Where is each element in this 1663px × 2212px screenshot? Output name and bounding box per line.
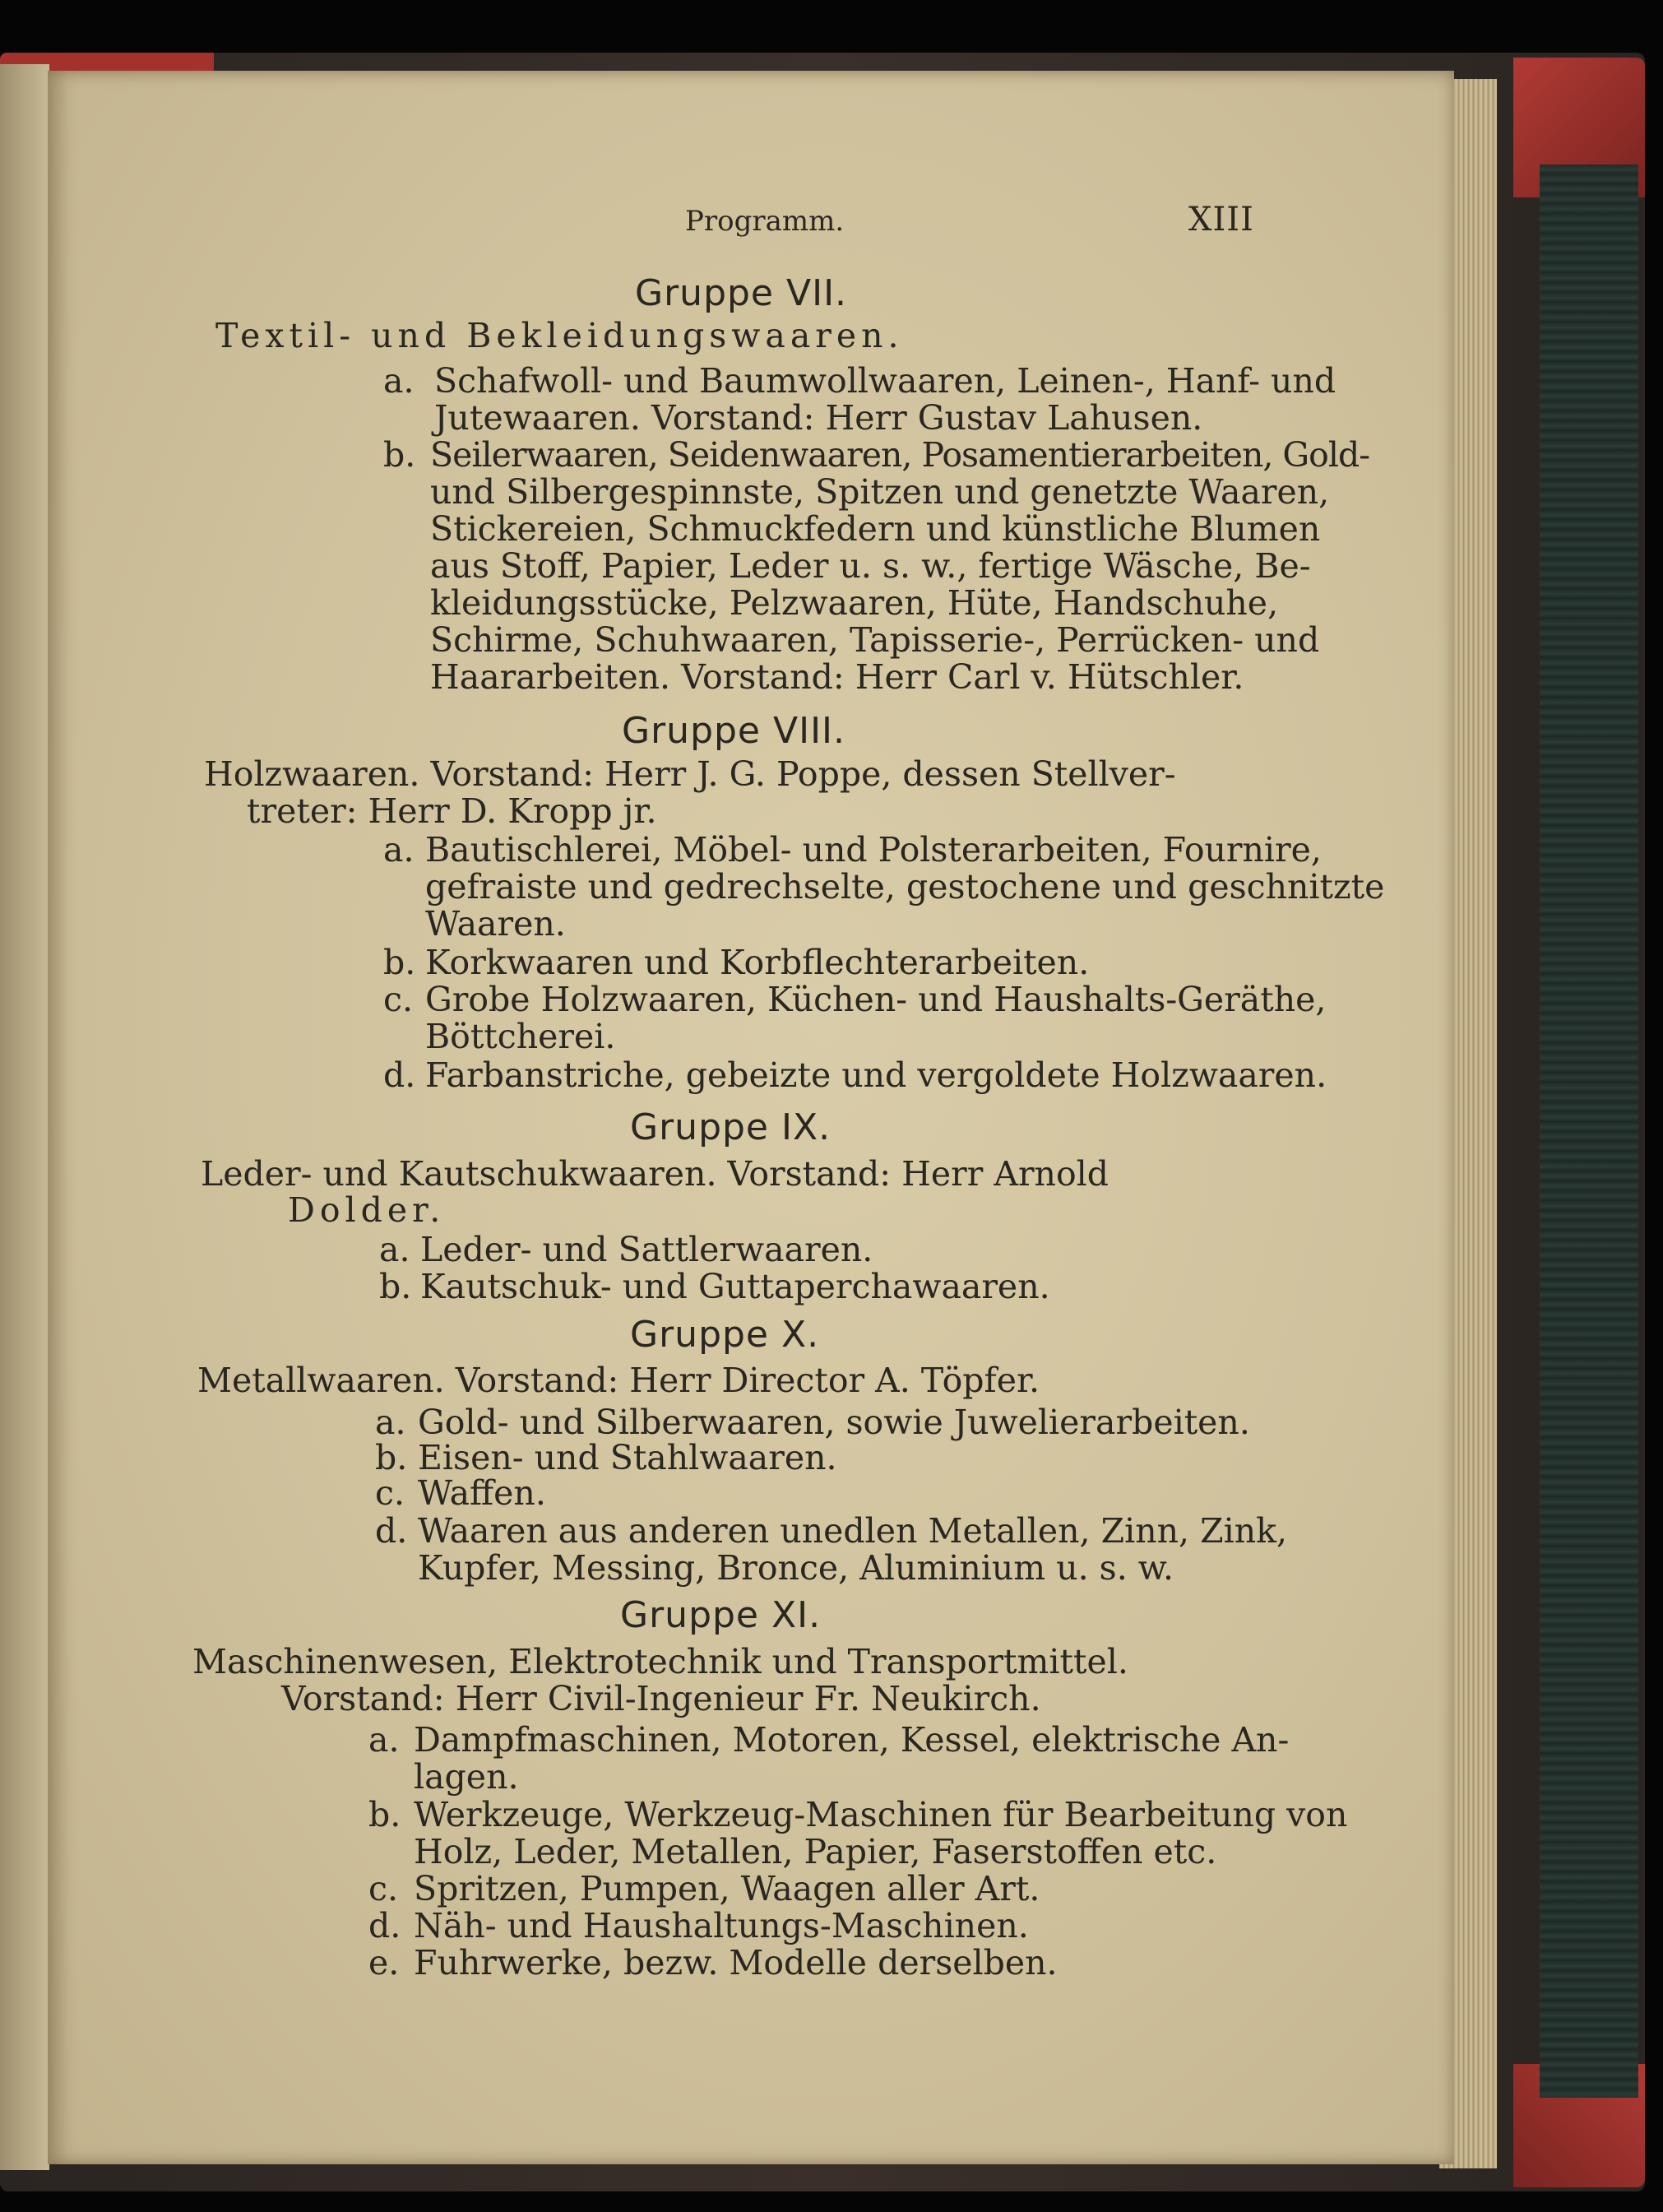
item-label: b. bbox=[375, 1438, 408, 1477]
item-line: und Silbergespinnste, Spitzen und genetzte Waaren, bbox=[430, 472, 1330, 512]
item-label: d. bbox=[375, 1511, 408, 1551]
item-line: Waffen. bbox=[418, 1473, 546, 1513]
item-line: Spritzen, Pumpen, Waagen aller Art. bbox=[414, 1869, 1040, 1908]
item-line: Korkwaaren und Korbflechterarbeiten. bbox=[425, 943, 1090, 982]
group-heading: Gruppe VIII. bbox=[622, 710, 846, 752]
item-line: Näh- und Haushaltungs-Maschinen. bbox=[414, 1906, 1029, 1945]
item-line: Fuhrwerke, bezw. Modelle derselben. bbox=[414, 1943, 1058, 1982]
item-label: a. bbox=[368, 1720, 400, 1760]
item-label: d. bbox=[368, 1906, 401, 1945]
left-page-edge bbox=[0, 64, 49, 2170]
group-title: Textil- und Bekleidungswaaren. bbox=[215, 316, 904, 355]
item-line: Kautschuk- und Guttaperchawaaren. bbox=[420, 1267, 1050, 1306]
item-line: Leder- und Sattlerwaaren. bbox=[420, 1230, 873, 1269]
item-label: b. bbox=[383, 943, 416, 982]
item-line: Eisen- und Stahlwaaren. bbox=[418, 1438, 837, 1477]
book-spine bbox=[1540, 165, 1638, 2098]
group-title: Vorstand: Herr Civil-Ingenieur Fr. Neukirch. bbox=[281, 1679, 1041, 1718]
group-title: Leder- und Kautschukwaaren. Vorstand: Herr Arnold bbox=[201, 1154, 1109, 1194]
group-title: Maschinenwesen, Elektrotechnik und Transportmittel. bbox=[192, 1642, 1128, 1681]
item-line: aus Stoff, Papier, Leder u. s. w., fertige Wäsche, Be- bbox=[430, 546, 1311, 586]
item-line: Dampfmaschinen, Motoren, Kessel, elektrische An- bbox=[414, 1720, 1290, 1760]
item-line: gefraiste und gedrechselte, gestochene und geschnitzte bbox=[425, 867, 1385, 907]
item-line: Seilerwaaren, Seidenwaaren, Posamentierarbeiten, Gold- bbox=[430, 435, 1370, 475]
page-number: XIII bbox=[1188, 201, 1254, 239]
item-line: Werkzeuge, Werkzeug-Maschinen für Bearbeitung von bbox=[414, 1795, 1348, 1834]
item-line: Stickereien, Schmuckfedern und künstliche Blumen bbox=[430, 509, 1321, 549]
item-line: Jutewaaren. Vorstand: Herr Gustav Lahusen. bbox=[434, 398, 1203, 438]
group-title: Holzwaaren. Vorstand: Herr J. G. Poppe, dessen Stellver- bbox=[204, 754, 1176, 794]
group-heading: Gruppe IX. bbox=[630, 1106, 832, 1148]
item-line: kleidungsstücke, Pelzwaaren, Hüte, Handschuhe, bbox=[430, 583, 1279, 623]
group-heading: Gruppe X. bbox=[630, 1314, 820, 1356]
item-label: c. bbox=[375, 1473, 405, 1513]
item-line: Schirme, Schuhwaaren, Tapisserie-, Perrücken- und bbox=[430, 620, 1320, 660]
item-line: Gold- und Silberwaaren, sowie Juwelierarbeiten. bbox=[418, 1403, 1250, 1442]
group-heading: Gruppe XI. bbox=[620, 1594, 822, 1636]
running-header-title: Programm. bbox=[685, 205, 845, 238]
item-line: Waaren. bbox=[425, 904, 566, 944]
group-title: Metallwaaren. Vorstand: Herr Director A. Töpfer. bbox=[197, 1361, 1040, 1400]
item-label: a. bbox=[379, 1230, 410, 1269]
item-line: Waaren aus anderen unedlen Metallen, Zinn, Zink, bbox=[418, 1511, 1287, 1551]
item-line: Böttcherei. bbox=[425, 1017, 616, 1056]
item-label: b. bbox=[379, 1267, 412, 1306]
item-line: Bautischlerei, Möbel- und Polsterarbeiten, Fournire, bbox=[425, 830, 1322, 869]
item-line: Holz, Leder, Metallen, Papier, Faserstoffen etc. bbox=[414, 1832, 1217, 1871]
item-label: d. bbox=[383, 1055, 416, 1095]
item-label: b. bbox=[368, 1795, 401, 1834]
group-heading: Gruppe VII. bbox=[635, 272, 848, 314]
group-title: treter: Herr D. Kropp jr. bbox=[247, 791, 657, 831]
item-label: c. bbox=[368, 1869, 398, 1908]
item-label: a. bbox=[383, 830, 415, 869]
item-label: c. bbox=[383, 980, 413, 1019]
item-line: Grobe Holzwaaren, Küchen- und Haushalts-Geräthe, bbox=[425, 980, 1327, 1019]
group-title: Dolder. bbox=[288, 1190, 446, 1230]
item-label: b. bbox=[383, 435, 416, 475]
item-line: Schafwoll- und Baumwollwaaren, Leinen-, Hanf- und bbox=[434, 361, 1336, 401]
item-label: a. bbox=[375, 1403, 406, 1442]
item-line: Haararbeiten. Vorstand: Herr Carl v. Hütschler. bbox=[430, 657, 1244, 697]
item-line: Kupfer, Messing, Bronce, Aluminium u. s. w. bbox=[418, 1548, 1174, 1588]
item-line: lagen. bbox=[414, 1757, 519, 1797]
item-label: e. bbox=[368, 1943, 400, 1982]
item-line: Farbanstriche, gebeizte und vergoldete Holzwaaren. bbox=[425, 1055, 1327, 1095]
item-label: a. bbox=[383, 361, 415, 401]
